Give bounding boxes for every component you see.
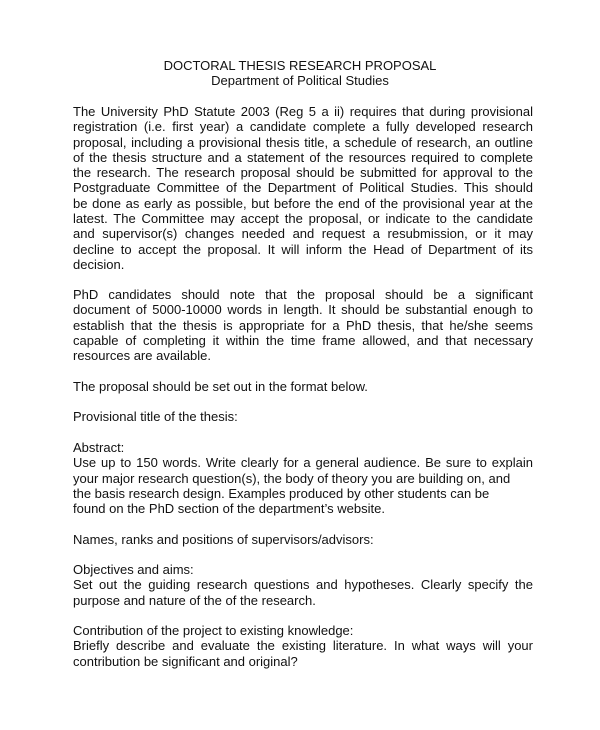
- text-line: purpose and nature of the of the research.: [73, 592, 316, 608]
- provisional-title: [73, 409, 533, 424]
- text-line: be done as early as possible, but before the end of the provisional year at the: [73, 195, 533, 211]
- text-line: Abstract:: [73, 440, 125, 455]
- text-line: Set out the guiding research questions and hypotheses. Clearly specify the: [73, 577, 533, 593]
- text-line: document of 5000-10000 words in length. It should be substantial enough to: [73, 302, 533, 318]
- text-line: PhD candidates should note that the proposal should be a significant: [73, 287, 533, 302]
- length-paragraph: [73, 287, 533, 363]
- text-line: Contribution of the project to existing knowledge:: [73, 623, 354, 638]
- document-subtitle: Department of Political Studies: [211, 73, 389, 88]
- text-line: The University PhD Statute 2003 (Reg 5 a ii) requires that during provisional: [73, 104, 533, 119]
- text-line: establish that the thesis is appropriate for a PhD thesis, that he/she seems: [73, 317, 533, 333]
- text-line: Briefly describe and evaluate the existing literature. In what ways will your: [73, 638, 533, 654]
- text-line: resources are available.: [73, 348, 212, 364]
- text-line: of the thesis structure and a statement of the resources required to complete: [73, 149, 533, 165]
- text-line: the research. The research proposal should be submitted for approval to the: [73, 165, 533, 181]
- text-line: Objectives and aims:: [73, 562, 194, 577]
- text-line: Postgraduate Committee of the Department of Political Studies. This should: [73, 180, 533, 196]
- text-line: capable of completing it within the time frame allowed, and that necessary: [73, 332, 533, 348]
- text-line: registration (i.e. first year) a candidate complete a fully developed research: [73, 119, 533, 135]
- document-title: DOCTORAL THESIS RESEARCH PROPOSAL: [163, 58, 437, 73]
- text-line: latest. The Committee may accept the proposal, or indicate to the candidate: [73, 211, 533, 227]
- text-line: Use up to 150 words. Write clearly for a general audience. Be sure to explain: [73, 455, 533, 471]
- text-line: and supervisor(s) changes needed and request a resubmission, or it may: [73, 226, 533, 242]
- abstract-section: [73, 440, 533, 516]
- intro-paragraph: [73, 104, 533, 272]
- supervisors-section: [73, 532, 533, 547]
- objectives-section: [73, 562, 533, 608]
- text-line: your major research question(s), the body of theory you are building on, and: [73, 470, 511, 486]
- text-line: decision.: [73, 256, 125, 272]
- text-line: Provisional title of the thesis:: [73, 409, 238, 424]
- text-line: Names, ranks and positions of supervisors/advisors:: [73, 532, 374, 547]
- text-line: decline to accept the proposal. It will inform the Head of Department of its: [73, 241, 533, 257]
- contribution-section: [73, 623, 533, 669]
- format-paragraph: [73, 379, 533, 394]
- text-line: proposal, including a provisional thesis title, a schedule of research, an outline: [73, 134, 533, 150]
- text-line: contribution be significant and original?: [73, 653, 298, 669]
- text-line: The proposal should be set out in the format below.: [73, 379, 368, 394]
- text-line: found on the PhD section of the department’s website.: [73, 501, 385, 517]
- text-line: the basis research design. Examples produced by other students can be: [73, 485, 490, 501]
